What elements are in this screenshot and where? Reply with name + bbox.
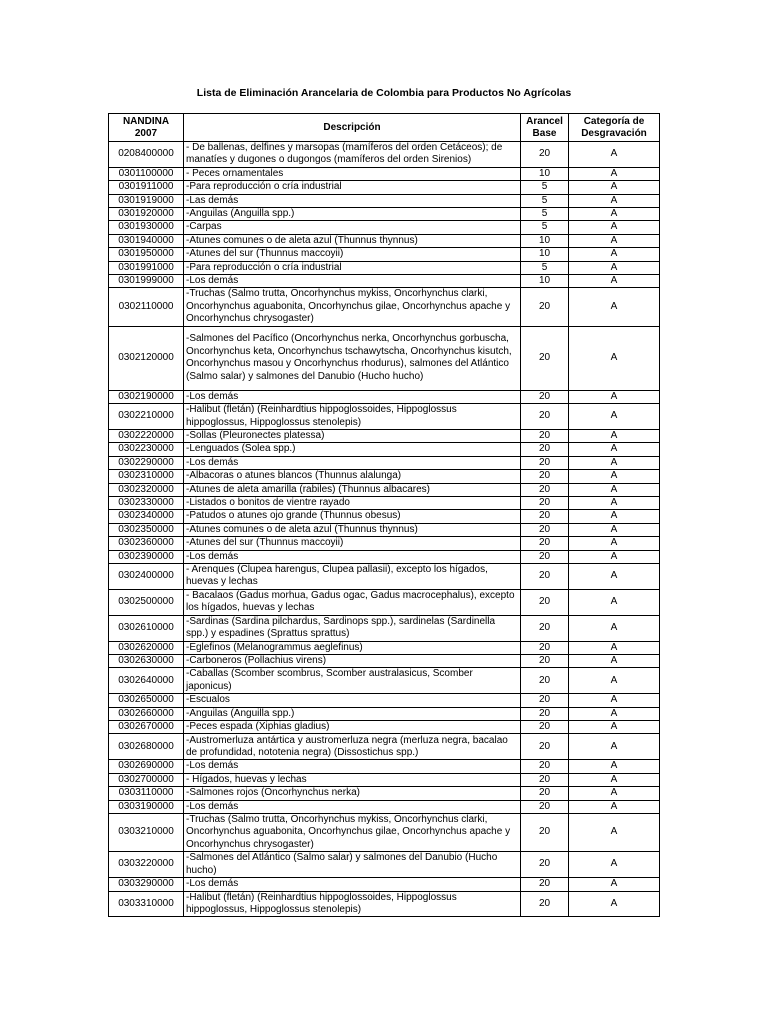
base-rate-cell: 20: [521, 563, 569, 589]
nandina-code-cell: 0303310000: [109, 891, 184, 917]
nandina-code-cell: 0302390000: [109, 550, 184, 563]
base-rate-cell: 20: [521, 288, 569, 326]
base-rate-cell: 10: [521, 275, 569, 288]
description-cell: -Sardinas (Sardina pilchardus, Sardinops spp.), sardinelas (Sardinella spp.) y espadines (Sprattus sprattus): [184, 615, 521, 641]
category-cell: A: [569, 208, 660, 221]
table-row: [109, 760, 660, 773]
category-cell: A: [569, 261, 660, 274]
base-rate-cell: 5: [521, 194, 569, 207]
table-row: [109, 773, 660, 786]
table-row: [109, 208, 660, 221]
base-rate-cell: 20: [521, 589, 569, 615]
base-rate-cell: 20: [521, 814, 569, 852]
table-row: [109, 721, 660, 734]
base-rate-cell: 5: [521, 181, 569, 194]
description-cell: -Para reproducción o cría industrial: [184, 181, 521, 194]
base-rate-cell: 20: [521, 773, 569, 786]
nandina-code-cell: 0301999000: [109, 275, 184, 288]
category-cell: A: [569, 563, 660, 589]
category-cell: A: [569, 615, 660, 641]
description-cell: -Para reproducción o cría industrial: [184, 261, 521, 274]
table-row: [109, 787, 660, 800]
nandina-code-cell: 0302330000: [109, 496, 184, 509]
description-cell: -Austromerluza antártica y austromerluza negra (merluza negra, bacalao de profundidad, nototenia negra) (Dissostichus spp.): [184, 734, 521, 760]
description-cell: -Salmones del Pacífico (Oncorhynchus nerka, Oncorhynchus gorbuscha, Oncorhynchus keta, Oncorhynchus tschawytscha, Oncorhynchus kisutch, Oncorhynchus masou y Oncorhynchus rhodurus), salmones del Atlántico (Salmo salar) y salmones del Danubio (Hucho hucho): [184, 326, 521, 390]
description-cell: -Eglefinos (Melanogrammus aeglefinus): [184, 641, 521, 654]
category-cell: A: [569, 523, 660, 536]
base-rate-cell: 20: [521, 429, 569, 442]
table-row: [109, 288, 660, 326]
category-cell: A: [569, 707, 660, 720]
description-cell: -Atunes comunes o de aleta azul (Thunnus thynnus): [184, 234, 521, 247]
nandina-code-cell: 0302620000: [109, 641, 184, 654]
description-cell: -Salmones del Atlántico (Salmo salar) y salmones del Danubio (Hucho hucho): [184, 852, 521, 878]
nandina-code-cell: 0301100000: [109, 167, 184, 180]
category-cell: A: [569, 248, 660, 261]
nandina-code-cell: 0302630000: [109, 655, 184, 668]
nandina-code-cell: 0301930000: [109, 221, 184, 234]
category-cell: A: [569, 550, 660, 563]
description-cell: -Los demás: [184, 800, 521, 813]
base-rate-cell: 20: [521, 615, 569, 641]
category-cell: A: [569, 142, 660, 168]
category-cell: A: [569, 537, 660, 550]
nandina-code-cell: 0302660000: [109, 707, 184, 720]
header-description: Descripción: [184, 114, 521, 142]
category-cell: A: [569, 510, 660, 523]
category-cell: A: [569, 275, 660, 288]
nandina-code-cell: 0302320000: [109, 483, 184, 496]
description-cell: -Carpas: [184, 221, 521, 234]
base-rate-cell: 20: [521, 721, 569, 734]
base-rate-cell: 20: [521, 787, 569, 800]
base-rate-cell: 20: [521, 326, 569, 390]
base-rate-cell: 20: [521, 523, 569, 536]
base-rate-cell: 20: [521, 852, 569, 878]
nandina-code-cell: 0303220000: [109, 852, 184, 878]
nandina-code-cell: 0301950000: [109, 248, 184, 261]
category-cell: A: [569, 288, 660, 326]
base-rate-cell: 20: [521, 800, 569, 813]
nandina-code-cell: 0302220000: [109, 429, 184, 442]
table-row: [109, 326, 660, 390]
base-rate-cell: 20: [521, 655, 569, 668]
table-row: [109, 641, 660, 654]
nandina-code-cell: 0303110000: [109, 787, 184, 800]
table-body: [109, 142, 660, 917]
table-row: [109, 456, 660, 469]
nandina-code-cell: 0303190000: [109, 800, 184, 813]
table-row: [109, 221, 660, 234]
header-row: [109, 114, 660, 142]
description-cell: -Atunes del sur (Thunnus maccoyii): [184, 248, 521, 261]
description-cell: -Listados o bonitos de vientre rayado: [184, 496, 521, 509]
nandina-code-cell: 0303290000: [109, 878, 184, 891]
description-cell: -Halibut (fletán) (Reinhardtius hippoglossoides, Hippoglossus hippoglossus, Hippoglossus stenolepis): [184, 891, 521, 917]
category-cell: A: [569, 404, 660, 430]
description-cell: - Arenques (Clupea harengus, Clupea pallasii), excepto los hígados, huevas y lechas: [184, 563, 521, 589]
base-rate-cell: 20: [521, 510, 569, 523]
description-cell: -Los demás: [184, 760, 521, 773]
table-row: [109, 496, 660, 509]
description-cell: -Los demás: [184, 878, 521, 891]
base-rate-cell: 10: [521, 167, 569, 180]
table-row: [109, 878, 660, 891]
category-cell: A: [569, 694, 660, 707]
base-rate-cell: 5: [521, 221, 569, 234]
category-cell: A: [569, 800, 660, 813]
nandina-code-cell: 0208400000: [109, 142, 184, 168]
nandina-code-cell: 0302210000: [109, 404, 184, 430]
table-row: [109, 707, 660, 720]
category-cell: A: [569, 429, 660, 442]
category-cell: A: [569, 443, 660, 456]
table-row: [109, 852, 660, 878]
table-row: [109, 275, 660, 288]
table-row: [109, 891, 660, 917]
nandina-code-cell: 0301940000: [109, 234, 184, 247]
description-cell: -Anguilas (Anguilla spp.): [184, 707, 521, 720]
table-row: [109, 234, 660, 247]
base-rate-cell: 20: [521, 390, 569, 403]
nandina-code-cell: 0302640000: [109, 668, 184, 694]
table-row: [109, 563, 660, 589]
category-cell: A: [569, 734, 660, 760]
table-row: [109, 800, 660, 813]
base-rate-cell: 20: [521, 550, 569, 563]
header-rate: Arancel Base: [521, 114, 569, 142]
base-rate-cell: 20: [521, 694, 569, 707]
category-cell: A: [569, 814, 660, 852]
table-header: [109, 114, 660, 142]
nandina-code-cell: 0302500000: [109, 589, 184, 615]
category-cell: A: [569, 787, 660, 800]
base-rate-cell: 10: [521, 234, 569, 247]
category-cell: A: [569, 641, 660, 654]
table-row: [109, 668, 660, 694]
description-cell: -Albacoras o atunes blancos (Thunnus alalunga): [184, 470, 521, 483]
category-cell: A: [569, 891, 660, 917]
category-cell: A: [569, 483, 660, 496]
description-cell: -Los demás: [184, 550, 521, 563]
description-cell: - De ballenas, delfines y marsopas (mamíferos del orden Cetáceos); de manatíes y dugones o dugongos (mamíferos del orden Sirenios): [184, 142, 521, 168]
nandina-code-cell: 0302670000: [109, 721, 184, 734]
description-cell: -Caballas (Scomber scombrus, Scomber australasicus, Scomber japonicus): [184, 668, 521, 694]
description-cell: -Truchas (Salmo trutta, Oncorhynchus mykiss, Oncorhynchus clarki, Oncorhynchus aguabonita, Oncorhynchus gilae, Oncorhynchus apache y Oncorhynchus chrysogaster): [184, 288, 521, 326]
table-row: [109, 550, 660, 563]
description-cell: -Salmones rojos (Oncorhynchus nerka): [184, 787, 521, 800]
base-rate-cell: 20: [521, 496, 569, 509]
nandina-code-cell: 0302400000: [109, 563, 184, 589]
category-cell: A: [569, 221, 660, 234]
category-cell: A: [569, 326, 660, 390]
table-row: [109, 510, 660, 523]
nandina-code-cell: 0303210000: [109, 814, 184, 852]
table-row: [109, 261, 660, 274]
nandina-code-cell: 0302650000: [109, 694, 184, 707]
nandina-code-cell: 0302680000: [109, 734, 184, 760]
nandina-code-cell: 0302290000: [109, 456, 184, 469]
description-cell: -Anguilas (Anguilla spp.): [184, 208, 521, 221]
description-cell: -Los demás: [184, 456, 521, 469]
nandina-code-cell: 0302690000: [109, 760, 184, 773]
base-rate-cell: 20: [521, 668, 569, 694]
table-row: [109, 248, 660, 261]
description-cell: -Atunes de aleta amarilla (rabiles) (Thunnus albacares): [184, 483, 521, 496]
table-row: [109, 181, 660, 194]
description-cell: -Peces espada (Xiphias gladius): [184, 721, 521, 734]
page-title: Lista de Eliminación Arancelaria de Colombia para Productos No Agrícolas: [196, 87, 572, 99]
base-rate-cell: 20: [521, 641, 569, 654]
description-cell: -Las demás: [184, 194, 521, 207]
base-rate-cell: 20: [521, 470, 569, 483]
table-row: [109, 615, 660, 641]
category-cell: A: [569, 234, 660, 247]
base-rate-cell: 20: [521, 483, 569, 496]
base-rate-cell: 20: [521, 760, 569, 773]
table-row: [109, 537, 660, 550]
table-row: [109, 523, 660, 536]
nandina-code-cell: 0302610000: [109, 615, 184, 641]
base-rate-cell: 5: [521, 208, 569, 221]
base-rate-cell: 20: [521, 707, 569, 720]
table-row: [109, 194, 660, 207]
nandina-code-cell: 0301911000: [109, 181, 184, 194]
category-cell: A: [569, 878, 660, 891]
nandina-code-cell: 0302360000: [109, 537, 184, 550]
category-cell: A: [569, 773, 660, 786]
base-rate-cell: 20: [521, 891, 569, 917]
base-rate-cell: 20: [521, 456, 569, 469]
description-cell: -Escualos: [184, 694, 521, 707]
nandina-code-cell: 0302120000: [109, 326, 184, 390]
nandina-code-cell: 0302700000: [109, 773, 184, 786]
nandina-code-cell: 0302230000: [109, 443, 184, 456]
description-cell: -Carboneros (Pollachius virens): [184, 655, 521, 668]
tariff-table: [108, 113, 660, 917]
category-cell: A: [569, 589, 660, 615]
category-cell: A: [569, 496, 660, 509]
table-row: [109, 443, 660, 456]
category-cell: A: [569, 668, 660, 694]
nandina-code-cell: 0302190000: [109, 390, 184, 403]
table-row: [109, 734, 660, 760]
header-category: Categoría de Desgravación: [569, 114, 660, 142]
base-rate-cell: 10: [521, 248, 569, 261]
header-code: NANDINA 2007: [109, 114, 184, 142]
base-rate-cell: 20: [521, 443, 569, 456]
table-row: [109, 694, 660, 707]
description-cell: -Atunes del sur (Thunnus maccoyii): [184, 537, 521, 550]
description-cell: -Halibut (fletán) (Reinhardtius hippoglossoides, Hippoglossus hippoglossus, Hippoglossus stenolepis): [184, 404, 521, 430]
base-rate-cell: 20: [521, 734, 569, 760]
table-row: [109, 142, 660, 168]
base-rate-cell: 20: [521, 404, 569, 430]
nandina-code-cell: 0302110000: [109, 288, 184, 326]
description-cell: -Atunes comunes o de aleta azul (Thunnus thynnus): [184, 523, 521, 536]
nandina-code-cell: 0301991000: [109, 261, 184, 274]
description-cell: - Peces ornamentales: [184, 167, 521, 180]
category-cell: A: [569, 167, 660, 180]
base-rate-cell: 20: [521, 142, 569, 168]
description-cell: -Los demás: [184, 390, 521, 403]
description-cell: - Bacalaos (Gadus morhua, Gadus ogac, Gadus macrocephalus), excepto los hígados, huevas y lechas: [184, 589, 521, 615]
category-cell: A: [569, 852, 660, 878]
table-row: [109, 589, 660, 615]
description-cell: -Sollas (Pleuronectes platessa): [184, 429, 521, 442]
description-cell: -Lenguados (Solea spp.): [184, 443, 521, 456]
description-cell: -Truchas (Salmo trutta, Oncorhynchus mykiss, Oncorhynchus clarki, Oncorhynchus aguabonita, Oncorhynchus gilae, Oncorhynchus apache y Oncorhynchus chrysogaster): [184, 814, 521, 852]
table-row: [109, 470, 660, 483]
description-cell: -Patudos o atunes ojo grande (Thunnus obesus): [184, 510, 521, 523]
category-cell: A: [569, 721, 660, 734]
nandina-code-cell: 0302310000: [109, 470, 184, 483]
base-rate-cell: 5: [521, 261, 569, 274]
category-cell: A: [569, 760, 660, 773]
table-row: [109, 390, 660, 403]
base-rate-cell: 20: [521, 537, 569, 550]
nandina-code-cell: 0301920000: [109, 208, 184, 221]
category-cell: A: [569, 470, 660, 483]
category-cell: A: [569, 194, 660, 207]
description-cell: -Los demás: [184, 275, 521, 288]
table-row: [109, 167, 660, 180]
nandina-code-cell: 0302350000: [109, 523, 184, 536]
table-row: [109, 429, 660, 442]
category-cell: A: [569, 181, 660, 194]
nandina-code-cell: 0302340000: [109, 510, 184, 523]
table-row: [109, 404, 660, 430]
category-cell: A: [569, 390, 660, 403]
table-row: [109, 655, 660, 668]
category-cell: A: [569, 456, 660, 469]
nandina-code-cell: 0301919000: [109, 194, 184, 207]
category-cell: A: [569, 655, 660, 668]
table-row: [109, 814, 660, 852]
description-cell: - Hígados, huevas y lechas: [184, 773, 521, 786]
table-row: [109, 483, 660, 496]
base-rate-cell: 20: [521, 878, 569, 891]
